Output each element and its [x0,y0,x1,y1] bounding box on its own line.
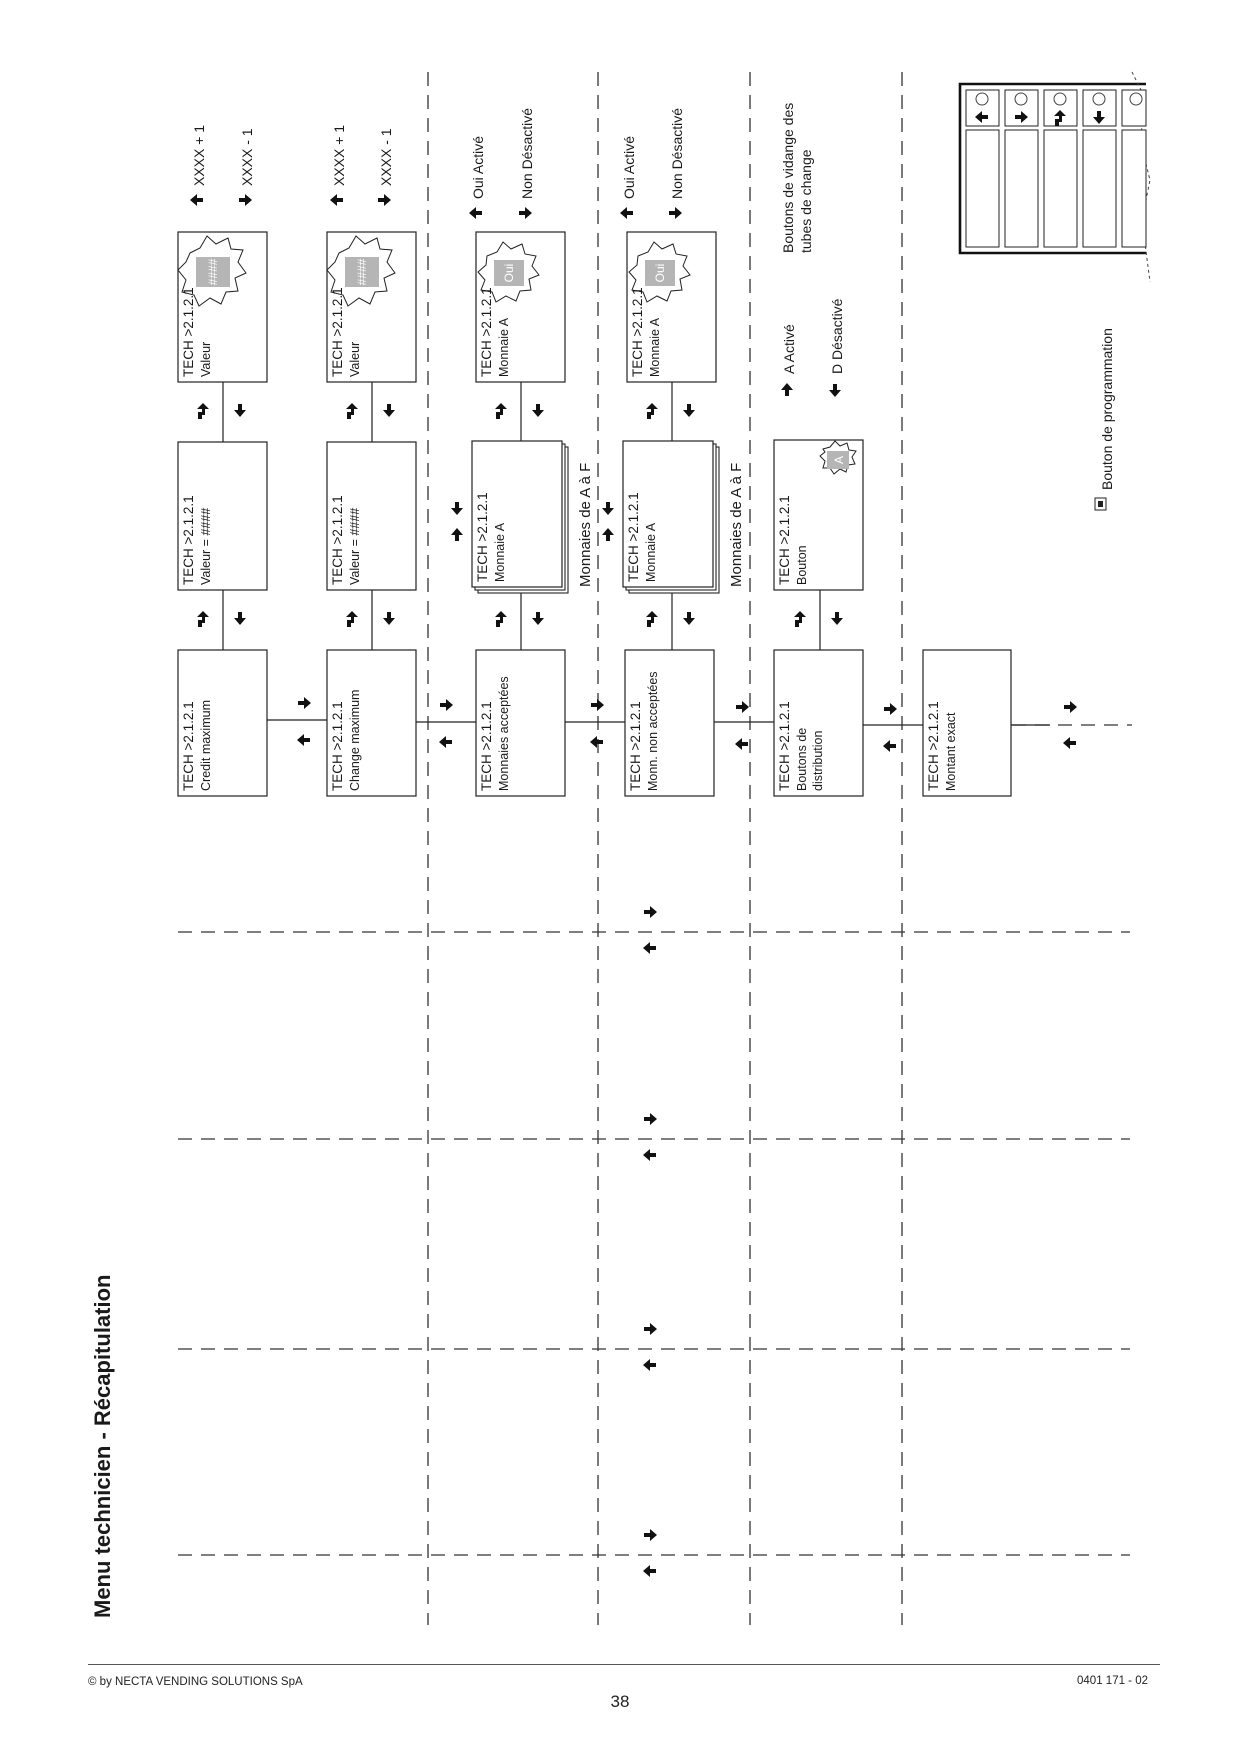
option-up-label: Oui Activé [621,135,637,199]
monnaies-range-label: Monnaies de A à F [728,462,745,587]
edit-item[interactable] [476,232,565,382]
edit-item-badge: #### [355,258,369,286]
option-down-label: XXXX - 1 [378,128,394,186]
edit-item-badge: Oui [502,263,516,283]
sub-item[interactable] [774,440,863,590]
menu-item-label: Monn. non acceptées [646,671,660,791]
sub-item[interactable] [327,442,416,590]
menu-item[interactable] [774,650,863,796]
menu-item[interactable] [476,650,565,796]
edit-column [178,232,716,382]
panel-button[interactable] [966,90,999,247]
programming-button-label: Bouton de programmation [1099,328,1115,490]
panel-button[interactable] [1122,90,1146,247]
panel-button[interactable] [1005,90,1038,247]
option-up-label: Oui Activé [470,135,486,199]
page-number: 38 [610,1692,630,1711]
menu-item-label: Boutons de [795,727,809,791]
edit-item-code: TECH >2.1.2.1 [630,287,645,377]
sub-item-code: TECH >2.1.2.1 [777,495,792,585]
bouton-options [781,298,845,397]
sub-item-label: Monnaie A [644,522,658,582]
page-title: Menu technicien - Récapitulation [90,1274,115,1618]
panel-button[interactable] [1044,90,1077,247]
sub-item[interactable] [472,441,562,587]
panel-button[interactable] [1083,90,1116,247]
edit-item-label: Monnaie A [497,317,511,377]
edit-item-badge: #### [206,258,220,286]
menu-item[interactable] [923,650,1011,796]
bouton-option-down: D Désactivé [829,298,845,374]
bouton-option-up: A Activé [781,324,797,374]
menu-item-code: TECH >2.1.2.1 [330,701,345,791]
menu-item[interactable] [178,650,267,796]
option-down-label: Non Désactivé [519,107,535,199]
menu-item-label: Credit maximum [199,700,213,791]
edit-item-badge: Oui [653,263,667,283]
edit-item[interactable] [327,232,416,382]
sub-item-label: Monnaie A [493,522,507,582]
footer-document-code: 0401 171 - 02 [1077,1675,1148,1687]
sub-item[interactable] [623,441,713,587]
monnaies-range-label: Monnaies de A à F [577,462,594,587]
menu-item-code: TECH >2.1.2.1 [926,701,941,791]
row-separators [178,725,1132,1555]
sub-item[interactable] [178,442,267,590]
option-up-label: XXXX + 1 [191,124,207,186]
edit-item-label: Valeur [348,341,362,377]
sub-item-label: Bouton [795,545,809,585]
edit-item-code: TECH >2.1.2.1 [479,287,494,377]
option-up-label: XXXX + 1 [331,124,347,186]
sub-item-code: TECH >2.1.2.1 [181,495,196,585]
menu-item-code: TECH >2.1.2.1 [181,701,196,791]
option-down-label: Non Désactivé [669,107,685,199]
sub-item-label: Valeur = #### [348,507,362,585]
menu-item-label: Montant exact [944,712,958,791]
sub-item-code: TECH >2.1.2.1 [475,492,490,582]
edit-item[interactable] [178,232,267,382]
footer-copyright: © by NECTA VENDING SOLUTIONS SpA [88,1676,303,1688]
menu-item-label: Change maximum [348,689,362,791]
menu-item-label: Monnaies acceptées [497,676,511,791]
sub-item-code: TECH >2.1.2.1 [626,492,641,582]
menu-item[interactable] [327,650,416,796]
menu-item[interactable] [625,650,714,796]
menu-item-code: TECH >2.1.2.1 [777,701,792,791]
vidange-note-line1: Boutons de vidange des [780,102,796,253]
sub-column [178,440,863,590]
option-labels [190,108,685,219]
sub-item-badge: A [832,455,846,465]
edit-item-label: Valeur [199,341,213,377]
menu-column [178,650,1011,796]
menu-item-code: TECH >2.1.2.1 [479,701,494,791]
menu-item-label-line2: distribution [811,730,825,791]
programming-button-icon [1095,498,1106,510]
vidange-note-line2: tubes de change [798,149,814,253]
programming-button-legend [1095,328,1115,510]
edit-item[interactable] [627,232,716,382]
sub-item-label: Valeur = #### [199,507,213,585]
edit-item-code: TECH >2.1.2.1 [330,287,345,377]
menu-item-code: TECH >2.1.2.1 [628,701,643,791]
option-down-label: XXXX - 1 [239,128,255,186]
button-panel [960,72,1150,282]
sub-item-code: TECH >2.1.2.1 [330,495,345,585]
edit-item-code: TECH >2.1.2.1 [181,287,196,377]
footer-divider [88,1664,1160,1665]
edit-item-label: Monnaie A [648,317,662,377]
